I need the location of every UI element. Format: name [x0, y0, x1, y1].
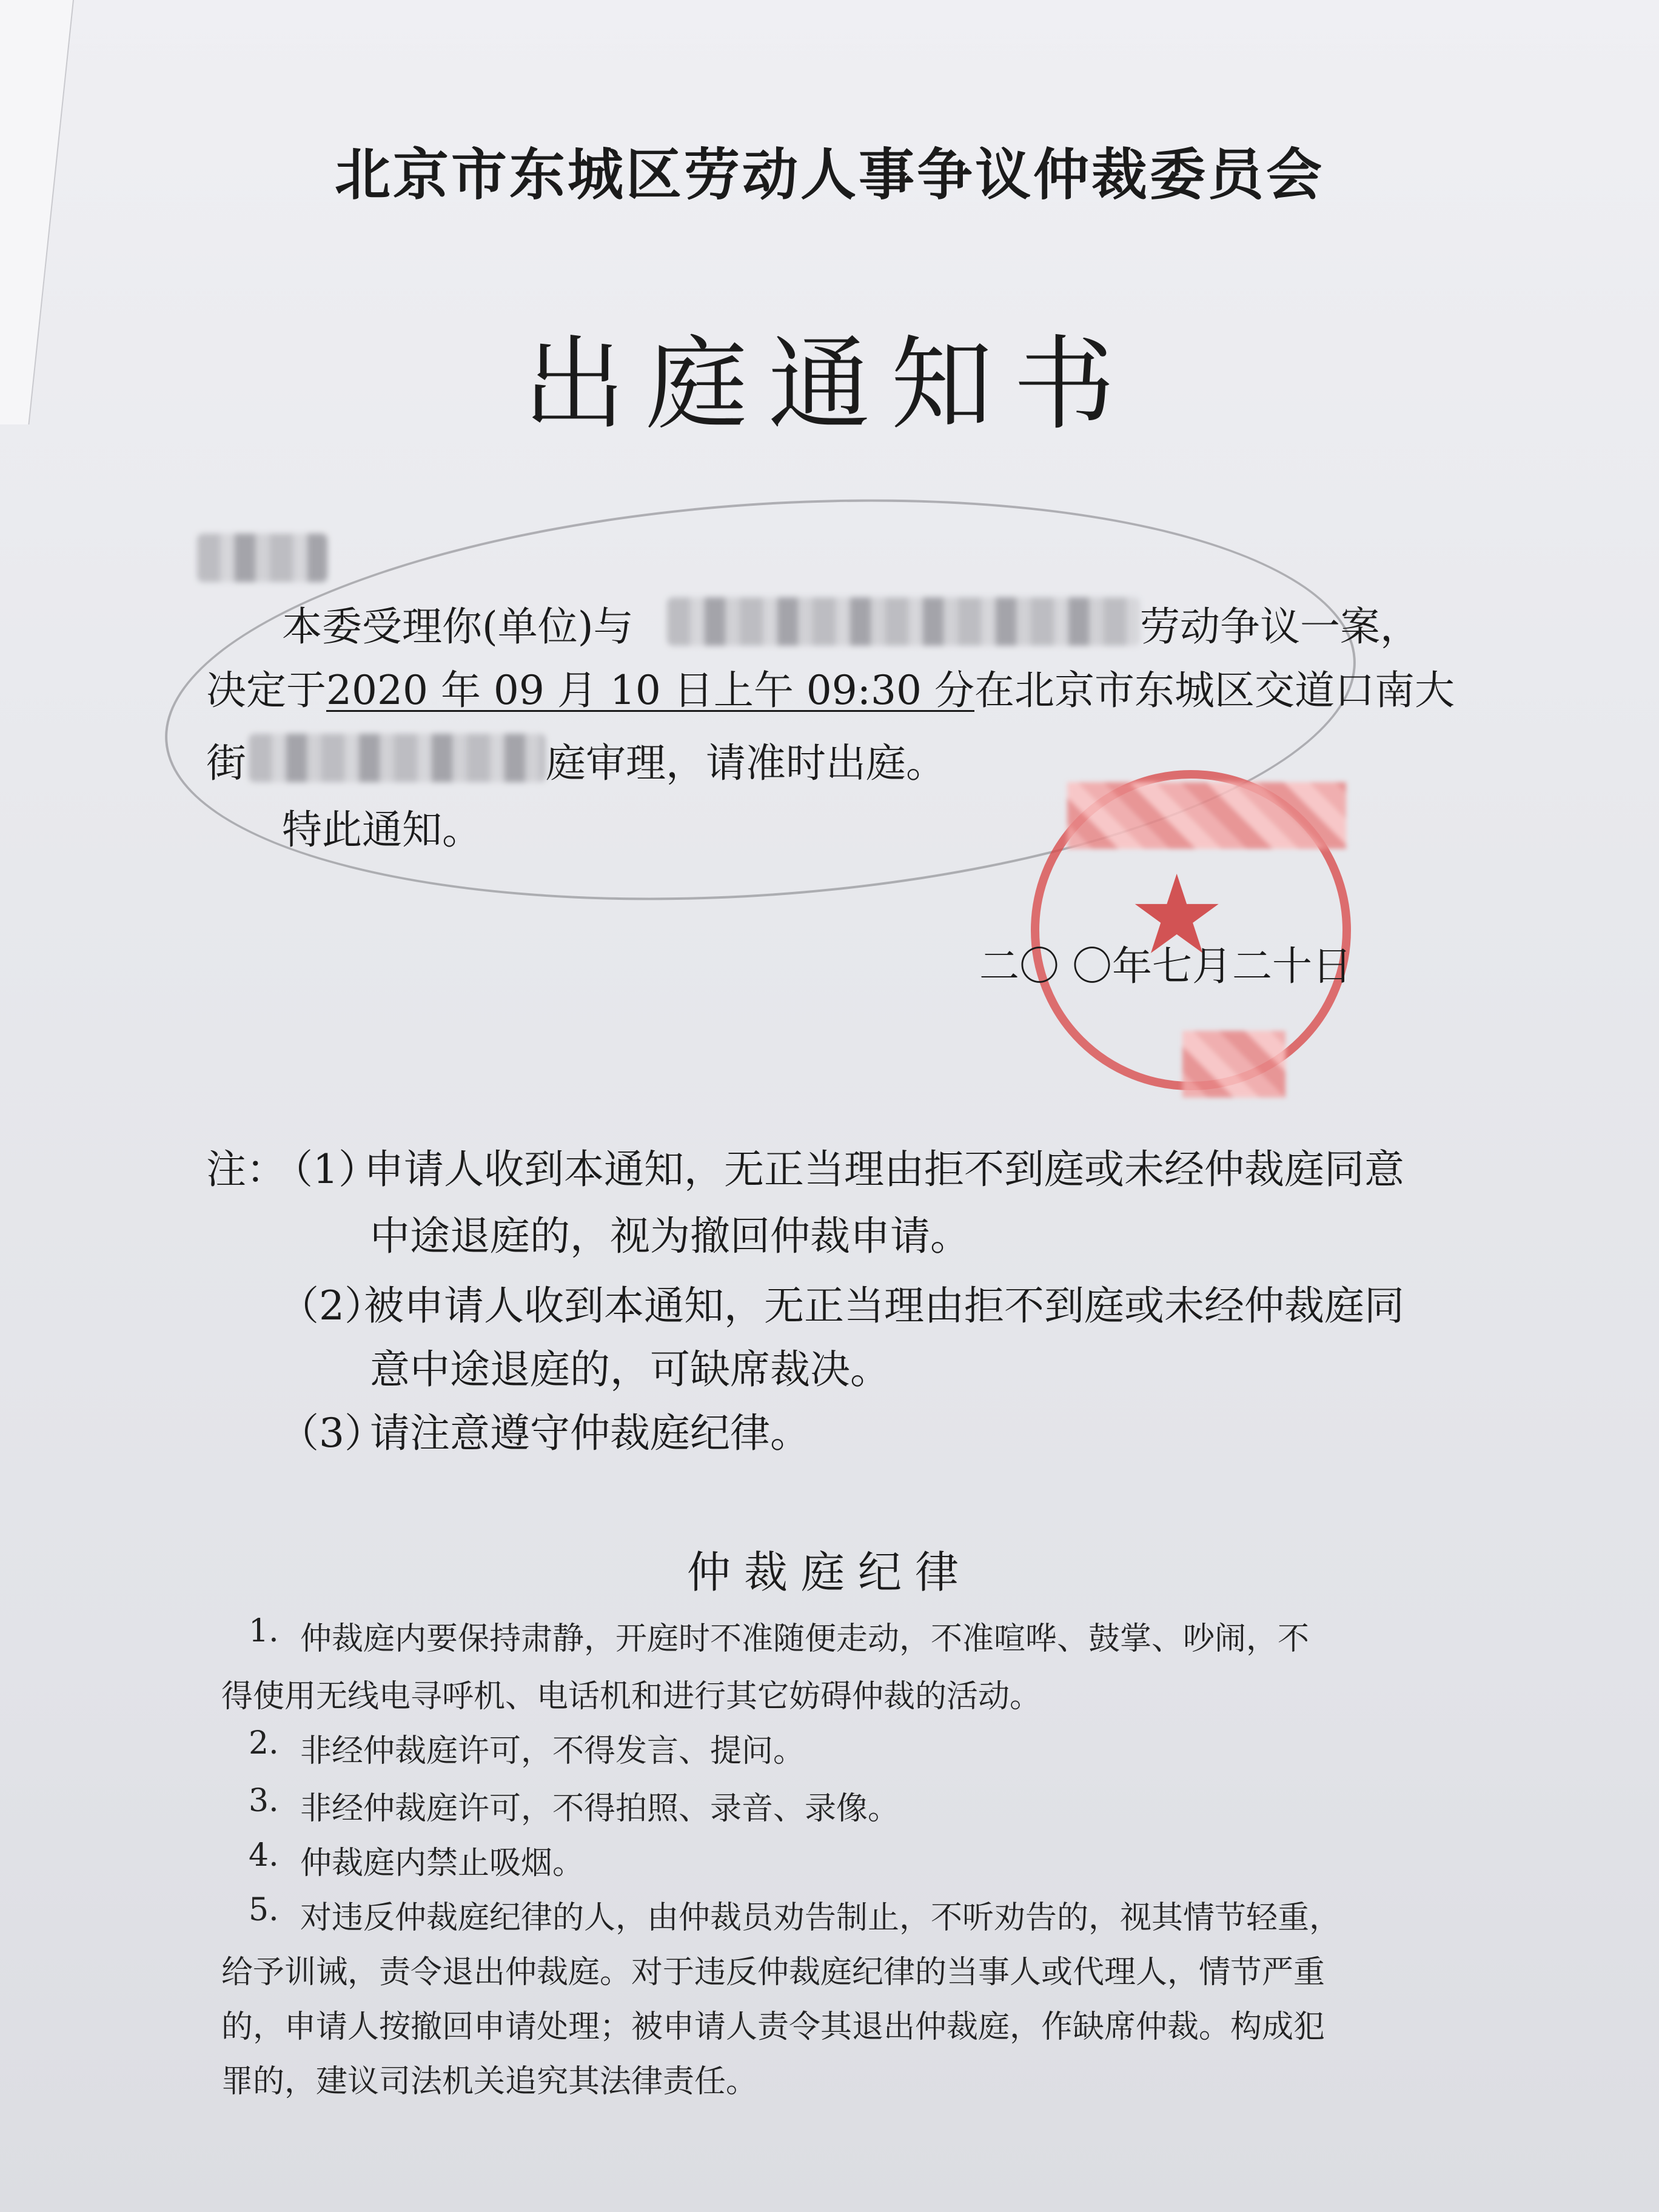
notice-date: 二〇 〇年七月二十日	[979, 943, 1352, 990]
notice-line-2	[206, 658, 1455, 716]
redacted-seal-text-lower	[1182, 1031, 1285, 1098]
note-2-line-1: 被申请人收到本通知，无正当理由拒不到庭或未经仲裁庭同	[364, 1282, 1404, 1329]
notice-line-3-end: 庭审理，请准时出庭。	[546, 740, 946, 786]
rule-5-num: 5.	[249, 1892, 279, 1928]
note-2-line-2: 意中途退庭的，可缺席裁决。	[370, 1346, 890, 1393]
notice-line-3-start: 街	[206, 740, 246, 786]
rule-1-line-1: 仲裁庭内要保持肃静，开庭时不准随便走动，不准喧哗、鼓掌、吵闹，不	[300, 1621, 1310, 1657]
note-3-num: （3）	[279, 1410, 384, 1456]
notice-line-2-prefix: 决定于	[206, 667, 326, 714]
note-1-line-1: 申请人收到本通知，无正当理由拒不到庭或未经仲裁庭同意	[364, 1146, 1404, 1193]
redacted-seal-text	[1067, 782, 1346, 849]
rule-3-num: 3.	[249, 1783, 279, 1819]
note-3-line-1: 请注意遵守仲裁庭纪律。	[370, 1410, 810, 1456]
rule-2-line-1: 非经仲裁庭许可，不得发言、提问。	[300, 1733, 805, 1769]
rule-1-line-2: 得使用无线电寻呼机、电话机和进行其它妨碍仲裁的活动。	[221, 1678, 1042, 1715]
rules-title: 仲裁庭纪律	[686, 1547, 972, 1598]
notice-closing: 特此通知。	[282, 806, 482, 853]
committee-name: 北京市东城区劳动人事争议仲裁委员会	[334, 142, 1324, 207]
redacted-recipient-name	[197, 534, 327, 582]
notice-line-1	[282, 594, 634, 652]
document-title: 出庭通知书	[523, 325, 1136, 444]
note-1-num: （1）	[273, 1146, 378, 1193]
rule-1-num: 1.	[249, 1613, 279, 1649]
rule-4-line-1: 仲裁庭内禁止吸烟。	[300, 1845, 585, 1882]
notice-line-1-end: 劳动争议一案，	[1140, 603, 1420, 650]
rule-5-line-1: 对违反仲裁庭纪律的人，由仲裁员劝告制止，不听劝告的，视其情节轻重，	[300, 1900, 1341, 1936]
redacted-address	[249, 734, 546, 782]
rule-5-line-2: 给予训诫，责令退出仲裁庭。对于违反仲裁庭纪律的当事人或代理人，情节严重	[221, 1954, 1326, 1991]
notes-label: 注：	[206, 1146, 286, 1193]
notice-line-2-suffix: 在北京市东城区交道口南大	[974, 667, 1455, 714]
redacted-opponent-name	[667, 597, 1140, 646]
notice-line-1-start: 本委受理你(单位)与	[282, 603, 634, 650]
rule-4-num: 4.	[249, 1837, 279, 1874]
rule-2-num: 2.	[249, 1725, 279, 1761]
note-1-line-2: 中途退庭的，视为撤回仲裁申请。	[370, 1213, 970, 1259]
rule-5-line-3: 的，申请人按撤回申请处理；被申请人责令其退出仲裁庭，作缺席仲裁。构成犯	[221, 2009, 1326, 2045]
note-2-num: （2）	[279, 1282, 384, 1329]
hearing-datetime: 2020 年 09 月 10 日上午 09:30 分	[326, 667, 974, 714]
rule-5-line-4: 罪的，建议司法机关追究其法律责任。	[221, 2063, 758, 2100]
rule-3-line-1: 非经仲裁庭许可，不得拍照、录音、录像。	[300, 1791, 900, 1827]
star-icon: ★	[1128, 852, 1226, 979]
